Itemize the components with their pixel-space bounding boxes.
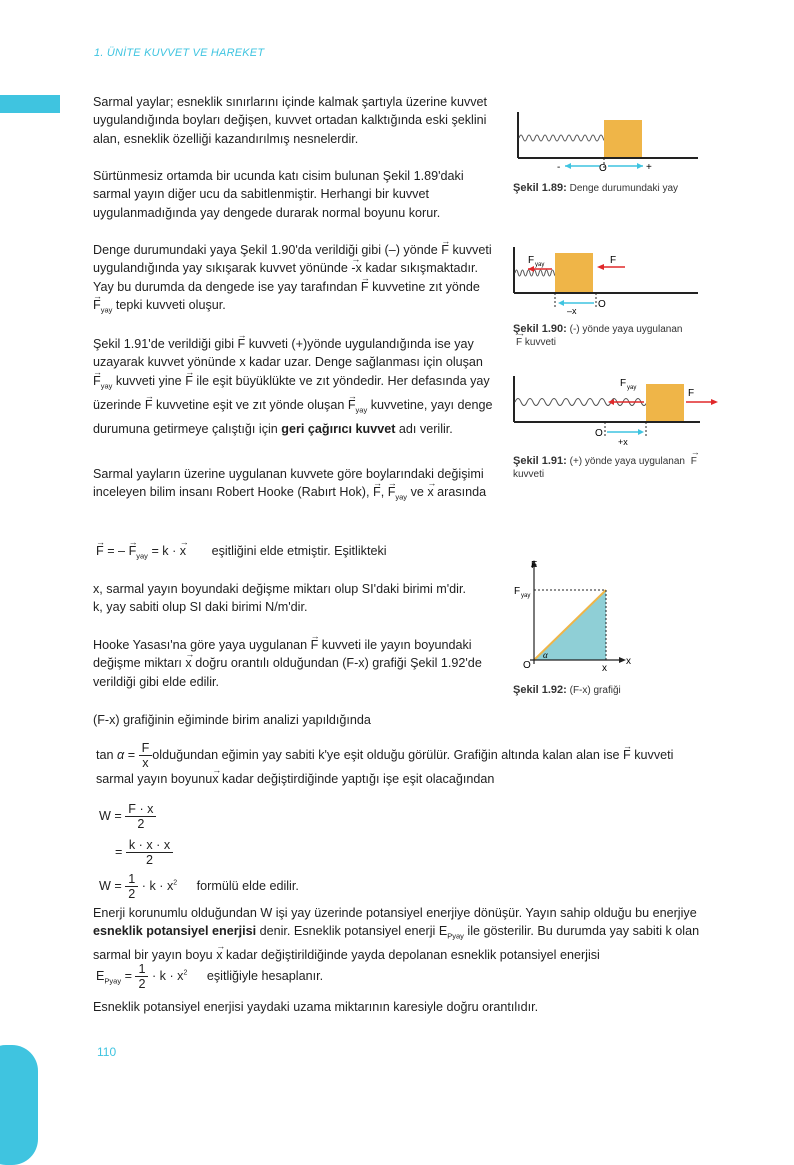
- svg-text:F: F: [688, 388, 695, 399]
- paragraph-4: Şekil 1.91'de verildiği gibi → F kuvveti (+)yönde uygulandığında ise yay uzayarak kuvvet yönünde x kadar uzar. Denge sağlanması için oluşan → $F_{yay}$ kuvveti yine → F ile eşit büyüklükte ve zıt yöndedir. Her defasında yay üzerinde → F kuvvetine eşit ve zıt yönde oluşan → $F_{yay}$ kuvvetine, yayı denge durumuna getirmeye çalıştığı için geri çağırıcı kuvvet adı verilir.: [93, 335, 500, 438]
- vector-f: → F: [238, 335, 246, 353]
- vector-fyay: → $F_{yay}$: [388, 483, 407, 507]
- paragraph-1: Sarmal yaylar; esneklik sınırlarını içinde kalmak şartıyla üzerine kuvvet uygulandığında boyları değişen, kuvvet ortadan kalktığında eski şeklini alan, esneklik özelliği kazandırılmış nesnelerdir.: [93, 95, 488, 146]
- hooke-equation: → F = – → $F_{yay} = k$ · → x eşitliğini elde etmiştir. Eşitlikteki: [96, 542, 516, 566]
- vector-f: → F: [441, 241, 449, 259]
- work-equation-2: = $\frac{k \cdot x \cdot x}{2}$: [115, 838, 173, 867]
- corner-tab: [0, 1045, 38, 1165]
- svg-text:+x: +x: [618, 437, 628, 447]
- figure-1-89: [510, 108, 710, 178]
- vector-f: → F: [373, 483, 381, 501]
- svg-text:F: F: [528, 255, 535, 266]
- paragraph-10: Enerji korunumlu olduğundan W işi yay üzerinde potansiyel enerjiye dönüşür. Yayın sahip olduğu bu enerjiye esneklik potansiyel enerjisi denir. Esneklik potansiyel enerji $E_{Pyay}$ ile gösterilir. Bu durumda yay sabiti k olan sarmal bir yayın boyu → x kadar değiştirildiğinde yayda depolanan esneklik potansiyel enerjisi: [93, 904, 723, 965]
- work-equation-3: W = $\frac{1}{2}$ · $k \cdot x^2$ formülü elde edilir.: [99, 872, 299, 901]
- svg-text:α: α: [543, 650, 548, 660]
- svg-text:+: +: [646, 162, 652, 173]
- spring-coil: [515, 270, 557, 276]
- caption-1-92: Şekil 1.92: (F-x) grafiği: [513, 684, 621, 696]
- svg-text:O: O: [595, 428, 603, 439]
- paragraph-3: Denge durumundaki yaya Şekil 1.90'da verildiği gibi (–) yönde → F kuvveti uygulandığında yay sıkışarak kuvvet yönünde → -x kadar sıkışmaktadır. Yay bu durumda da dengede ise yay tarafından → F kuvvetine zıt yönde → $F_{yay}$ tepki kuvveti oluşur.: [93, 241, 500, 320]
- paragraph-8: (F-x) grafiğinin eğiminde birim analizi yapıldığında: [93, 713, 371, 727]
- vector-fyay: → $F_{yay}$: [93, 372, 112, 396]
- vector-f: → F: [185, 372, 193, 390]
- svg-text:O: O: [598, 299, 606, 310]
- svg-text:O: O: [599, 163, 607, 174]
- vector-f: → F: [311, 636, 319, 654]
- svg-text:F: F: [514, 586, 521, 597]
- paragraph-11: Esneklik potansiyel enerjisi yaydaki uzama miktarının karesiyle doğru orantılıdır.: [93, 1000, 539, 1014]
- paragraph-2: Sürtünmesiz ortamda bir ucunda katı cisim bulunan Şekil 1.89'daki sarmal yayın diğer ucu da sabitlenmiştir. Herhangi bir kuvvet uygulanmadığında yay dengede durarak normal boyunu korur.: [93, 169, 464, 220]
- chapter-header: 1. ÜNİTE KUVVET VE HAREKET: [94, 47, 265, 59]
- svg-text:F: F: [610, 255, 617, 266]
- block: [555, 253, 593, 292]
- paragraph-7: Hooke Yasası'na göre yaya uygulanan → F kuvveti ile yayın boyundaki değişme miktarı → x doğru orantılı olduğundan (F-x) grafiği Şekil 1.92'de verildiği gibi elde edilir.: [93, 636, 500, 691]
- vector-f: → F: [145, 396, 153, 414]
- paragraph-6: x, sarmal yayın boyundaki değişme miktarı olup SI'daki birimi m'dir. k, yay sabiti olup SI daki birimi N/m'dir.: [93, 582, 466, 615]
- svg-text:O: O: [523, 660, 531, 671]
- svg-text:F: F: [620, 378, 627, 389]
- fraction-f-over-x: $\frac{F}{x}$: [139, 741, 153, 770]
- vector-x: → x: [185, 654, 191, 672]
- bold-term: geri çağırıcı kuvvet: [281, 421, 396, 436]
- svg-text:F: F: [531, 560, 538, 571]
- paragraph-9: tan α = $\frac{F}{x}$ olduğundan eğimin yay sabiti k'ye eşit olduğu görülür. Grafiğin altında kalan alan ise → F kuvveti sarmal yayın boyunu→ x kadar değiştirdiğinde yaptığı işe eşit olacağından: [96, 741, 736, 788]
- vector-x: → x: [427, 483, 433, 501]
- vector-fyay: → $F_{yay}$: [93, 296, 112, 320]
- page-number: 110: [97, 1045, 117, 1059]
- spring-coil: [519, 135, 607, 141]
- svg-text:x: x: [602, 663, 607, 674]
- caption-1-89: Şekil 1.89: Denge durumundaki yay: [513, 182, 679, 194]
- svg-text:–x: –x: [567, 306, 577, 315]
- figure-1-90: [510, 243, 710, 315]
- side-tab: [0, 95, 60, 113]
- svg-text:yay: yay: [521, 593, 531, 599]
- work-equation-1: W = $\frac{F \cdot x}{2}$: [99, 802, 156, 831]
- svg-text:yay: yay: [627, 385, 637, 391]
- block: [604, 120, 642, 157]
- figure-1-91: [510, 372, 725, 448]
- svg-text:yay: yay: [535, 262, 545, 268]
- vector-fyay: → $F_{yay}$: [348, 396, 367, 420]
- figure-1-92-graph: [510, 556, 650, 676]
- caption-1-90: Şekil 1.90: (-) yönde yaya uygulanan → F kuvveti: [513, 323, 713, 349]
- block: [646, 384, 684, 421]
- energy-equation: $E_{Pyay}$ = $\frac{1}{2}$ · $k \cdot x^2$ eşitliğiyle hesaplanır.: [96, 962, 324, 991]
- caption-1-91: Şekil 1.91: (+) yönde yaya uygulanan → F kuvveti: [513, 455, 723, 481]
- svg-text:x: x: [626, 656, 631, 667]
- vector-f: → F: [361, 278, 369, 296]
- paragraph-5: Sarmal yayların üzerine uygulanan kuvvete göre boylarındaki değişimi inceleyen bilim insanı Robert Hooke (Rabırt Hok), → F, → $F_{yay}$ ve → x arasında: [93, 465, 500, 507]
- svg-text:-: -: [557, 162, 561, 173]
- vector-minus-x: → -x: [351, 259, 362, 277]
